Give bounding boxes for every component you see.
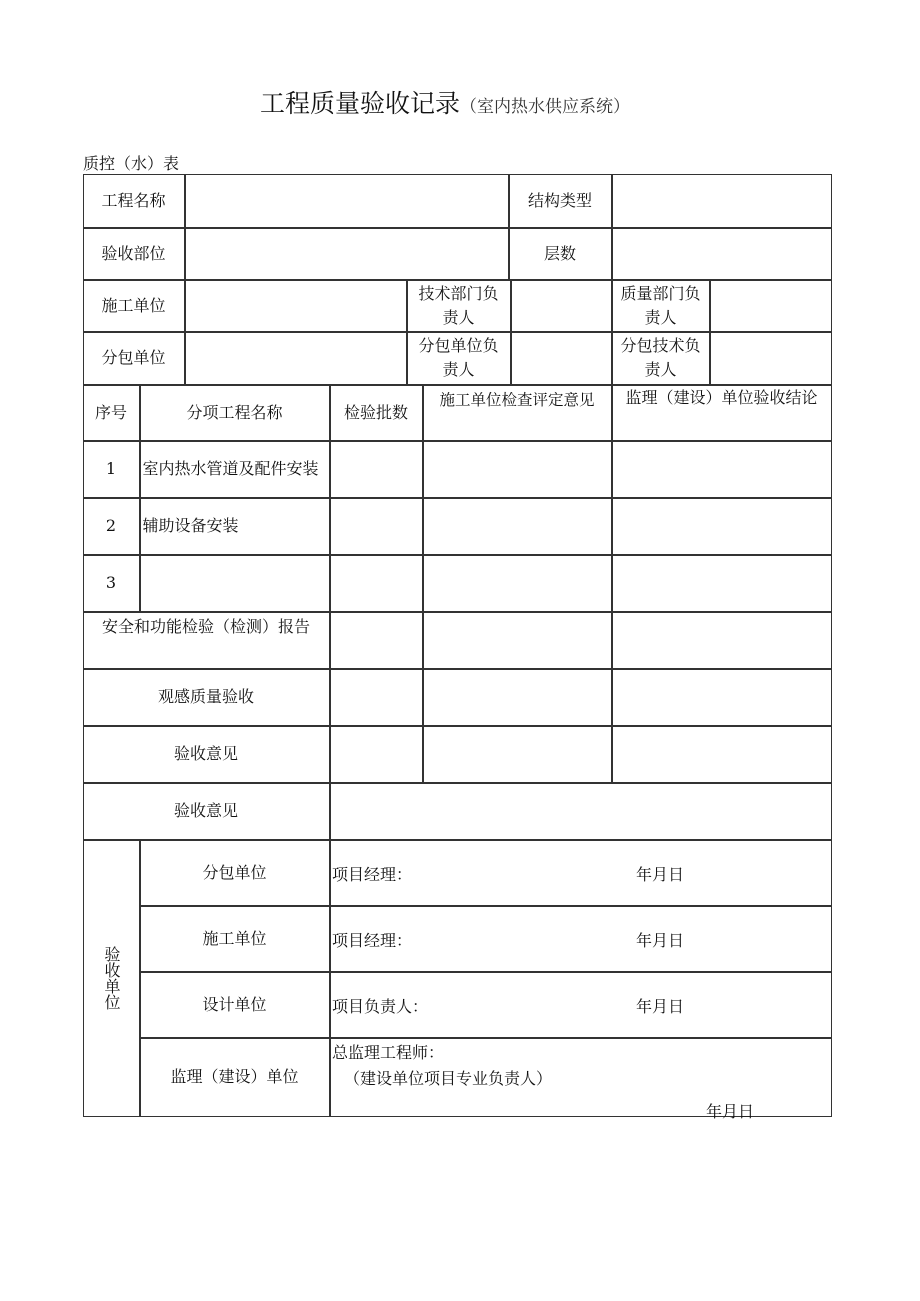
label-floors: 层数	[509, 228, 612, 280]
safety-batch[interactable]	[330, 612, 423, 669]
row-1-seq: 1	[83, 441, 140, 498]
row-1-name: 室内热水管道及配件安装	[140, 441, 330, 498]
row-2-opinion[interactable]	[423, 498, 612, 555]
opinion2-field[interactable]	[330, 783, 832, 840]
label-safety-report: 安全和功能检验（检测）报告	[83, 612, 330, 669]
header-batch-count: 检验批数	[330, 385, 423, 441]
row-3-conclusion[interactable]	[612, 555, 832, 612]
appearance-batch[interactable]	[330, 669, 423, 726]
header-supervisor-conclusion: 监理（建设）单位验收结论	[612, 385, 832, 441]
label-inspection-part: 验收部位	[83, 228, 185, 280]
row-2-batch[interactable]	[330, 498, 423, 555]
signoff-date-1: 年月日	[636, 865, 685, 884]
inspection-part-field[interactable]	[185, 228, 509, 280]
signoff-unit-1: 分包单位	[140, 840, 330, 906]
opinion1-opinion[interactable]	[423, 726, 612, 783]
row-3-opinion[interactable]	[423, 555, 612, 612]
signoff-role-4: 总监理工程师：	[332, 1043, 445, 1062]
row-2-seq: 2	[83, 498, 140, 555]
project-name-field[interactable]	[185, 174, 509, 228]
signoff-role-4b: （建设单位项目专业负责人）	[344, 1069, 553, 1088]
safety-conclusion[interactable]	[612, 612, 832, 669]
sub-unit-head-field[interactable]	[511, 332, 612, 385]
label-quality-dept-head: 质量部门负责人	[612, 280, 710, 332]
signoff-unit-4: 监理（建设）单位	[140, 1038, 330, 1117]
sub-tech-head-field[interactable]	[710, 332, 832, 385]
signoff-role-1: 项目经理：	[332, 865, 413, 884]
row-3-batch[interactable]	[330, 555, 423, 612]
form-number: 质控（水）表	[83, 154, 180, 173]
signoff-unit-2: 施工单位	[140, 906, 330, 972]
signoff-date-3: 年月日	[636, 997, 685, 1016]
label-structure-type: 结构类型	[509, 174, 612, 228]
subcontractor-field[interactable]	[185, 332, 407, 385]
label-sub-unit-head: 分包单位负责人	[407, 332, 511, 385]
construction-unit-field[interactable]	[185, 280, 407, 332]
row-2-name: 辅助设备安装	[140, 498, 330, 555]
header-contractor-opinion: 施工单位检查评定意见	[423, 385, 612, 441]
label-sub-tech-head: 分包技术负责人	[612, 332, 710, 385]
row-1-conclusion[interactable]	[612, 441, 832, 498]
tech-dept-head-field[interactable]	[511, 280, 612, 332]
opinion1-conclusion[interactable]	[612, 726, 832, 783]
label-subcontractor: 分包单位	[83, 332, 185, 385]
opinion1-batch[interactable]	[330, 726, 423, 783]
subtitle-text: （室内热水供应系统）	[460, 97, 631, 117]
floors-field[interactable]	[612, 228, 832, 280]
label-construction-unit: 施工单位	[83, 280, 185, 332]
safety-opinion[interactable]	[423, 612, 612, 669]
document-title	[260, 84, 630, 120]
signoff-date-2: 年月日	[636, 931, 685, 950]
signoff-role-2: 项目经理：	[332, 931, 413, 950]
header-seq: 序号	[83, 385, 140, 441]
label-project-name: 工程名称	[83, 174, 185, 228]
label-opinion-1: 验收意见	[83, 726, 330, 783]
label-opinion-2: 验收意见	[83, 783, 330, 840]
signoff-unit-3: 设计单位	[140, 972, 330, 1038]
row-2-conclusion[interactable]	[612, 498, 832, 555]
row-1-opinion[interactable]	[423, 441, 612, 498]
signoff-date-4: 年月日	[706, 1102, 755, 1121]
appearance-opinion[interactable]	[423, 669, 612, 726]
structure-type-field[interactable]	[612, 174, 832, 228]
quality-dept-head-field[interactable]	[710, 280, 832, 332]
header-item-name: 分项工程名称	[140, 385, 330, 441]
row-3-seq: 3	[83, 555, 140, 612]
row-3-name[interactable]	[140, 555, 330, 612]
signoff-role-3: 项目负责人：	[332, 997, 429, 1016]
acceptance-units-text: 验收单位	[102, 946, 121, 1010]
title-text: 工程质量验收记录	[260, 89, 461, 118]
appearance-conclusion[interactable]	[612, 669, 832, 726]
row-1-batch[interactable]	[330, 441, 423, 498]
label-tech-dept-head: 技术部门负责人	[407, 280, 511, 332]
label-acceptance-units	[83, 840, 140, 1117]
label-appearance: 观感质量验收	[83, 669, 330, 726]
